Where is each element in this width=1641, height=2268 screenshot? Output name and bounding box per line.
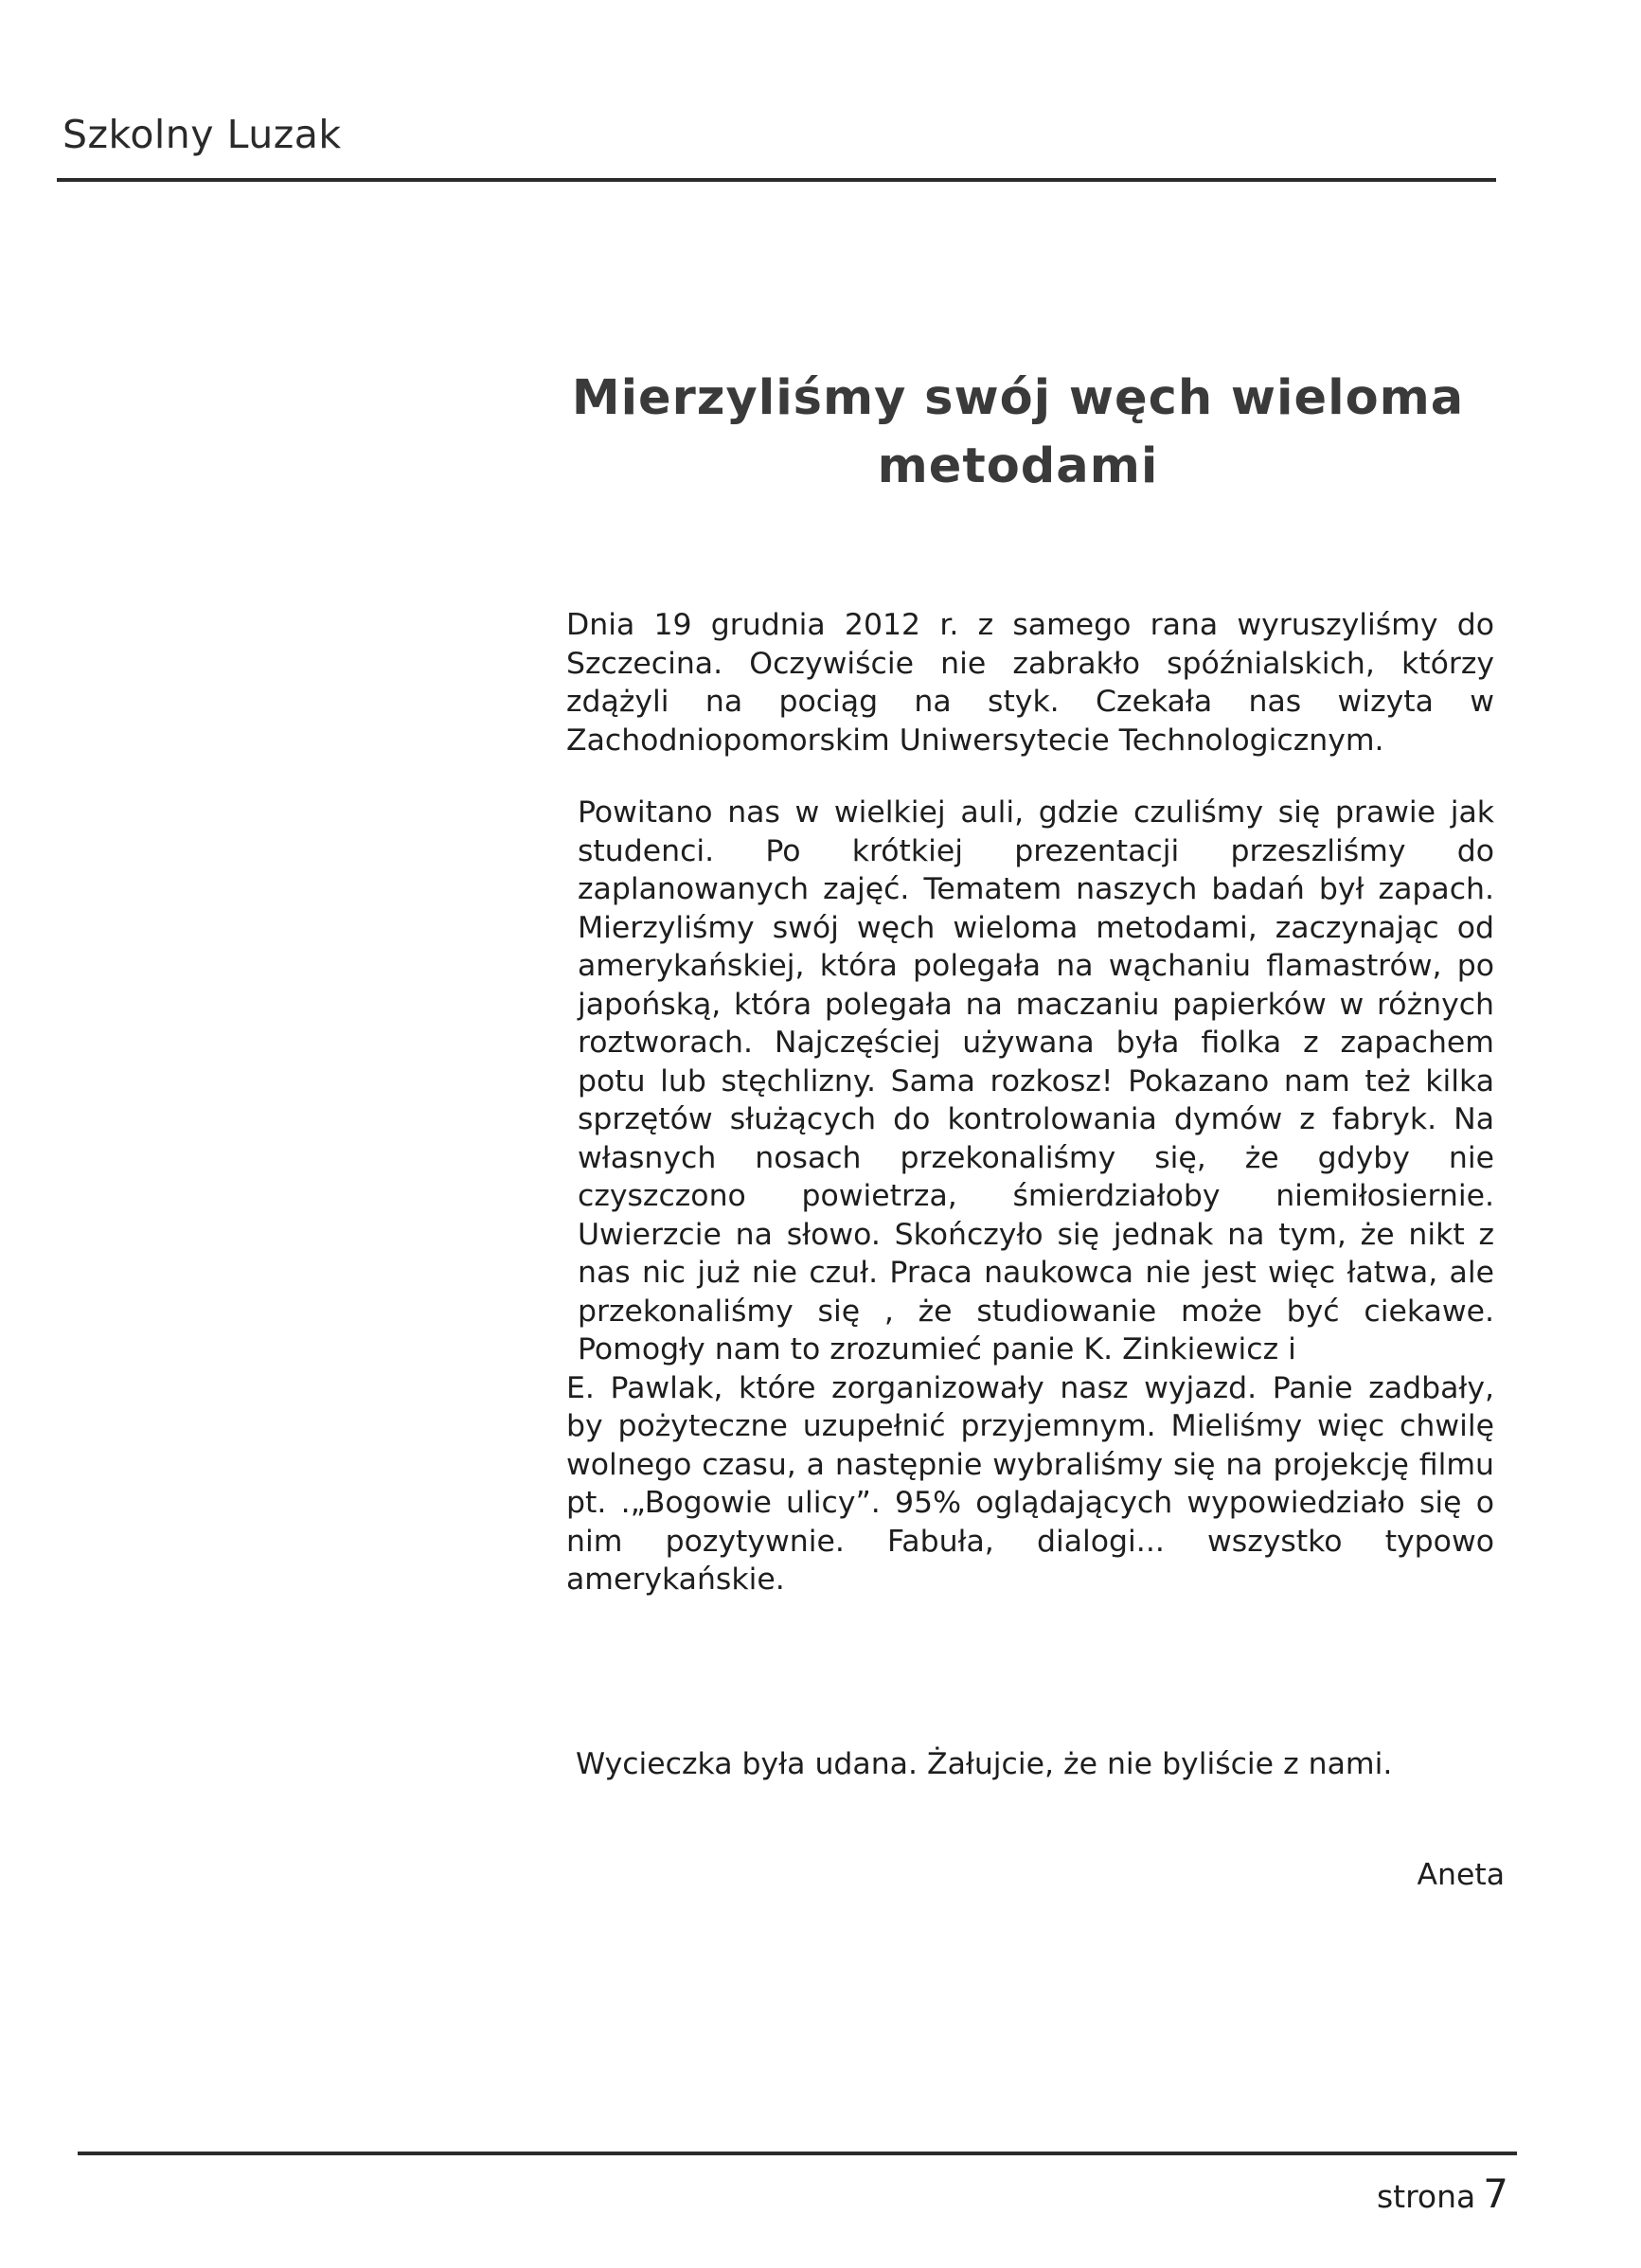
page-number: 7	[1483, 2170, 1508, 2217]
article-author: Aneta	[1417, 1858, 1505, 1892]
article-body	[566, 794, 1494, 1599]
article-title	[530, 365, 1506, 501]
article-title-line-2: metodami	[877, 438, 1159, 494]
header-divider	[57, 178, 1496, 182]
publication-name: Szkolny Luzak	[62, 112, 342, 157]
page-footer	[1377, 2170, 1508, 2217]
article-paragraph-2: Powitano nas w wielkiej auli, gdzie czuliśmy się prawie jak studenci. Po krótkiej prezentacji przeszliśmy do zaplanowanych zajęć. Tematem naszych badań był zapach. Mierzyliśmy swój węch wieloma metodami, zaczynając od amerykańskiej, która polegała na wąchaniu flamastrów, po japońską, która polegała na maczaniu papierków w różnych roztworach. Najczęściej używana była fiolka z zapachem potu lub stęchlizny. Sama rozkosz! Pokazano nam też kilka sprzętów służących do kontrolowania dymów z fabryk. Na własnych nosach przekonaliśmy się, że gdyby nie czyszczono powietrza, śmierdziałoby niemiłosiernie. Uwierzcie na słowo. Skończyło się jednak na tym, że nikt z nas nic już nie czuł. Praca naukowca nie jest więc łatwa, ale przekonaliśmy się , że studiowanie może być ciekawe. Pomogły nam to zrozumieć panie K. Zinkiewicz i	[578, 795, 1494, 1366]
article-paragraph-3: E. Pawlak, które zorganizowały nasz wyjazd. Panie zadbały, by pożyteczne uzupełnić przyjemnym. Mieliśmy więc chwilę wolnego czasu, a następnie wybraliśmy się na projekcję filmu pt. .„Bogowie ulicy”. 95% oglądających wypowiedziało się o nim pozytywnie. Fabuła, dialogi... wszystko typowo amerykańskie.	[566, 1370, 1494, 1597]
article-title-line-1: Mierzyliśmy swój węch wieloma	[571, 370, 1465, 426]
article-closing: Wycieczka była udana. Żałujcie, że nie byliście z nami.	[576, 1747, 1393, 1781]
page-label: strona	[1376, 2178, 1476, 2215]
article-paragraph-1: Dnia 19 grudnia 2012 r. z samego rana wyruszyliśmy do Szczecina. Oczywiście nie zabrakło spóźnialskich, którzy zdążyli na pociąg na styk. Czekała nas wizyta w Zachodniopomorskim Uniwersytecie Technologicznym.	[566, 608, 1494, 758]
footer-divider	[78, 2152, 1517, 2155]
